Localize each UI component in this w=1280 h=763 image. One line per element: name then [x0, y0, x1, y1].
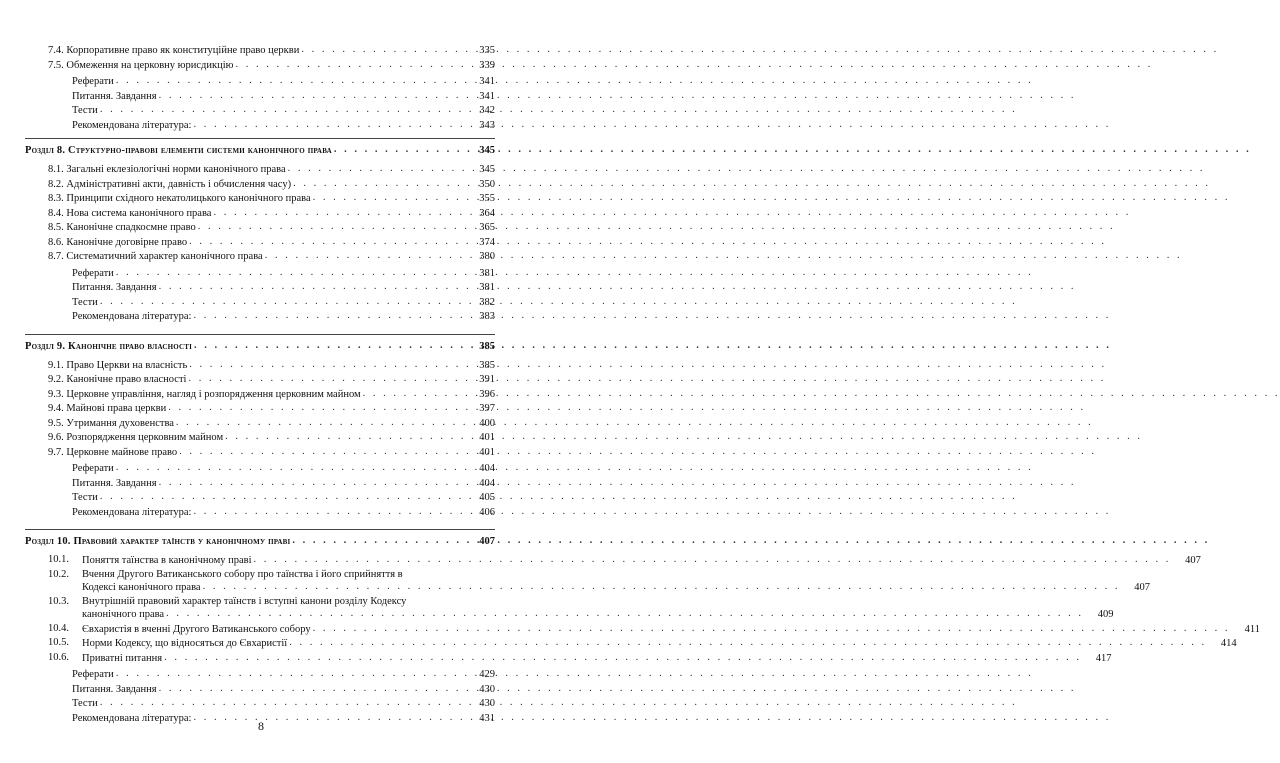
toc-entry: 10.3. Внутрішній правовий характер таїнств і вступні канони розділу Кодексу канонічного права . . . 409 — [25, 596, 495, 622]
toc-entry-7-4 — [25, 44, 495, 58]
chapter-heading-9 — [25, 334, 495, 353]
toc-sub-entry: Рекомендована література: . . . 383 — [25, 310, 495, 324]
toc-sub-entry: Реферати . . . 429 — [25, 668, 495, 682]
chapter-title: Розділ 9. Канонічне право власності — [25, 340, 193, 352]
toc-entry: 8.3. Принципи східного некатолицького канонічного права . . . 355 — [25, 192, 495, 206]
chapter-title: Розділ 8. Структурно-правові елементи системи канонічного права — [25, 145, 332, 156]
toc-entry: 9.5. Утримання духовенства . . . 400 — [25, 417, 495, 431]
toc-sub-entry: Питання. Завдання . . . 404 — [25, 477, 495, 491]
toc-entry: 9.1. Право Церкви на власність . . . 385 — [25, 359, 495, 373]
page-number: 8 — [258, 719, 264, 733]
toc-entry: 8.2. Адміністративні акти, давність і обчислення часу) . . . 350 — [25, 178, 495, 192]
toc-sub-entry: Рекомендована література: . . . 431 — [25, 712, 495, 726]
toc-sub-entry: Тести . . . 430 — [25, 697, 495, 711]
toc-page-number: 339 — [479, 59, 495, 71]
table-of-contents — [25, 44, 1261, 726]
toc-entry: 10.6. Приватні питання . . . 417 — [25, 652, 495, 666]
toc-sub-entry: Тести . . . 342 — [25, 104, 495, 118]
chapter-page-number: 385 — [479, 340, 495, 352]
toc-entry-7-5 — [25, 59, 495, 73]
chapter-page-number: 407 — [479, 536, 495, 547]
toc-entry: 8.6. Канонічне договірне право . . . 374 — [25, 236, 495, 250]
toc-sub-entry: Рекомендована література: . . . 343 — [25, 119, 495, 133]
toc-entry: 8.7. Систематичний характер канонічного права . . . 380 — [25, 250, 495, 264]
toc-entry: 8.5. Канонічне спадкосмне право . . . 365 — [25, 221, 495, 235]
toc-sub-entry: Реферати . . . 381 — [25, 267, 495, 281]
toc-page-number: 335 — [479, 45, 495, 56]
toc-entry: 10.2. Вчення Другого Ватиканського собору про таїнства і його сприйняття в Кодексі канонічного права . . . 407 — [25, 569, 495, 595]
toc-entry: 9.4. Майнові права церкви . . . 397 — [25, 402, 495, 416]
leader-dots — [236, 59, 466, 72]
toc-entry: 10.1. Поняття таїнства в канонічному праві . . . 407 — [25, 554, 495, 568]
toc-sub-entry: Рекомендована література: . . . 406 — [25, 506, 495, 520]
toc-entry: 9.3. Церковне управління, нагляд і розпорядження церковним майном . . . 396 — [25, 388, 495, 402]
toc-entry: 10.4. Євхаристія в вченні Другого Ватиканського собору . . . 411 — [25, 623, 495, 637]
toc-entry: 9.2. Канонічне право власності . . . 391 — [25, 373, 495, 387]
toc-sub-entry: Тести . . . 382 — [25, 296, 495, 310]
toc-sub-entry: Тести . . . 405 — [25, 491, 495, 505]
chapter-heading-8 — [25, 138, 495, 157]
toc-sub-entry: Питання. Завдання . . . 341 — [25, 90, 495, 104]
leader-dots — [301, 44, 465, 57]
toc-entry: 9.7. Церковне майнове право . . . 401 — [25, 446, 495, 460]
chapter-heading-10 — [25, 529, 495, 548]
toc-entry: 8.1. Загальні еклезіологічні норми канонічного права . . . 345 — [25, 163, 495, 177]
chapter-title: Розділ 10. Правовий характер таїнств у канонічному праві — [25, 536, 291, 547]
toc-entry: 10.5. Норми Кодексу, що відносяться до Євхаристії . . . 414 — [25, 637, 495, 651]
toc-sub-entry: Реферати . . . 341 — [25, 75, 495, 89]
toc-entry: 8.4. Нова система канонічного права . . . 364 — [25, 207, 495, 221]
toc-entry: 9.6. Розпорядження церковним майном . . . 401 — [25, 431, 495, 445]
toc-entry-text: 7.5. Обмеження на церковну юрисдикцію — [48, 59, 234, 71]
toc-sub-entry: Питання. Завдання . . . 430 — [25, 683, 495, 697]
chapter-page-number: 345 — [479, 145, 495, 156]
toc-sub-entry: Питання. Завдання . . . 381 — [25, 281, 495, 295]
toc-sub-entry: Реферати . . . 404 — [25, 462, 495, 476]
toc-entry-text: 7.4. Корпоративне право як конституційне право церкви — [48, 45, 300, 56]
